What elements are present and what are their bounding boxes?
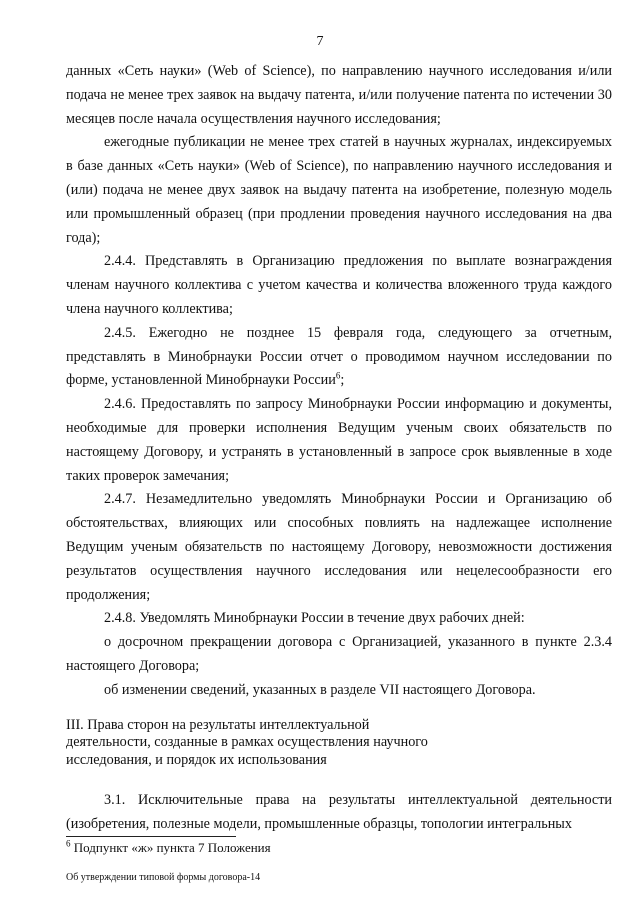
document-body (66, 60, 612, 837)
footnote-reference: 6 (335, 370, 341, 381)
paragraph-early-termination: о досрочном прекращении договора с Организацией, указанного в пункте 2.3.4 настоящего Договора; (66, 634, 612, 674)
document-footer-label: Об утверждении типовой формы договора-14 (66, 872, 261, 883)
paragraph-change-of-details: об изменении сведений, указанных в разделе VII настоящего Договора. (104, 681, 536, 698)
page-number: 7 (316, 34, 324, 49)
section-heading (66, 717, 612, 770)
paragraph-3-1: 3.1. Исключительные права на результаты интеллектуальной деятельности (изобретения, полезные модели, промышленные образцы, топологии интегральных (66, 792, 612, 832)
footnote-divider (66, 836, 236, 837)
paragraph-2-4-7: 2.4.7. Незамедлительно уведомлять Минобрнауки России и Организацию об обстоятельствах, влияющих или способных повлиять на надлежащее исполнение Ведущим ученым обязательств по настоящему Договору, невозможности достижения результатов осуществления научного исследования или нецелесообразности его продолжения; (66, 491, 612, 603)
paragraph-2-4-5-text: 2.4.5. Ежегодно не позднее 15 февраля года, следующего за отчетным, представлять в Минобрнауки России отчет о проводимом научном исследовании по форме, установленной Минобрнауки России (66, 324, 612, 389)
section-heading-line-1: III. Права сторон на результаты интеллектуальной (66, 716, 370, 733)
paragraph-annual-publications: ежегодные публикации не менее трех статей в научных журналах, индексируемых в базе данных «Сеть науки» (Web of Science), по направлению научного исследования и (или) подача не менее двух заявок на выдачу патента на изобретение, полезную модель или промышленный образец (при продлении проведения научного исследования на два года); (66, 134, 612, 246)
paragraph-2-4-5 (66, 322, 612, 393)
section-heading-line-3: исследования, и порядок их использования (66, 751, 327, 768)
footnote-marker: 6 (66, 838, 71, 849)
paragraph-web-of-science-criteria: данных «Сеть науки» (Web of Science), по направлению научного исследования и/или подача не менее трех заявок на выдачу патента, и/или получение патента по истечении 30 месяцев после начала осуществления научного исследования; (66, 63, 612, 127)
paragraph-2-4-5-end: ; (340, 372, 345, 389)
paragraph-2-4-6: 2.4.6. Предоставлять по запросу Минобрнауки России информацию и документы, необходимые для проверки исполнения Ведущим ученым своих обязательств по настоящему Договору, и устранять в установленный в запросе срок выявленные в ходе таких проверок замечания; (66, 396, 612, 484)
footnote (66, 840, 271, 856)
footnote-text: Подпункт «ж» пункта 7 Положения (70, 840, 271, 855)
paragraph-2-4-8: 2.4.8. Уведомлять Минобрнауки России в течение двух рабочих дней: (104, 610, 525, 627)
paragraph-2-4-4: 2.4.4. Представлять в Организацию предложения по выплате вознаграждения членам научного коллектива с учетом качества и количества вложенного труда каждого члена научного коллектива; (66, 253, 612, 317)
section-heading-line-2: деятельности, созданные в рамках осуществления научного (66, 734, 428, 751)
